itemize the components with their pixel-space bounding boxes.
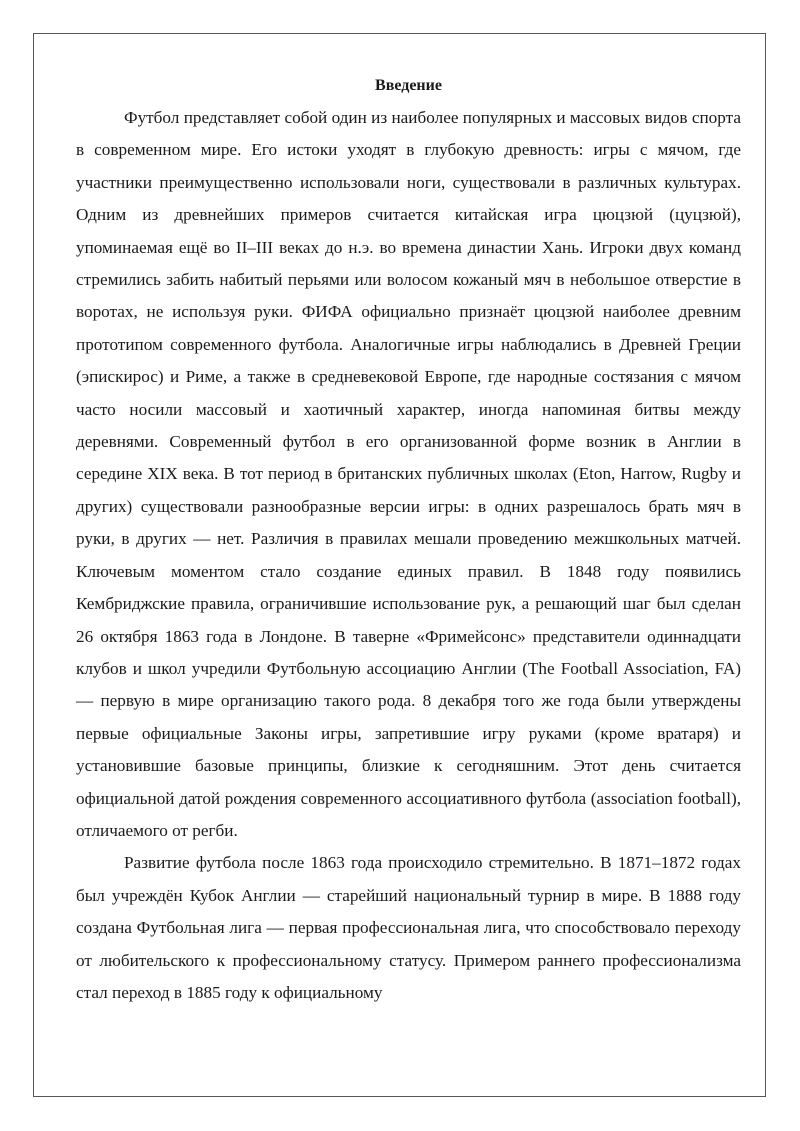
paragraph-history-origins: Футбол представляет собой один из наиболее популярных и массовых видов спорта в современном мире. Его истоки уходят в глубокую древность: игры с мячом, где участники преимущественно использовали ноги, существовали в различных культурах. Одним из древнейших примеров считается китайская игра цюцзюй (цуцзюй), упоминаемая ещё во II–III веках до н.э. во времена династии Хань. Игроки двух команд стремились забить набитый перьями или волосом кожаный мяч в небольшое отверстие в воротах, не используя руки. ФИФА официально признаёт цюцзюй наиболее древним прототипом современного футбола. Аналогичные игры наблюдались в Древней Греции (эпискирос) и Риме, а также в средневековой Европе, где народные состязания с мячом часто носили массовый и хаотичный характер, иногда напоминая битвы между деревнями. Современный футбол в его организованной форме возник в Англии в середине XIX века. В тот период в британских публичных школах (Eton, Harrow, Rugby и других) существовали разнообразные версии игры: в одних разрешалось брать мяч в руки, в других — нет. Различия в правилах мешали проведению межшкольных матчей. Ключевым моментом стало создание единых правил. В 1848 году появились Кембриджские правила, ограничившие использование рук, а решающий шаг был сделан 26 октября 1863 года в Лондоне. В таверне «Фримейсонс» представители одиннадцати клубов и школ учредили Футбольную ассоциацию Англии (The Football Association, FA) — первую в мире организацию такого рода. 8 декабря того же года были утверждены первые официальные Законы игры, запретившие игру руками (кроме вратаря) и установившие базовые принципы, близкие к сегодняшним. Этот день считается официальной датой рождения современного ассоциативного футбола (association football), отличаемого от регби. xyxy=(76,108,741,840)
document-title: Введение xyxy=(375,77,442,94)
paragraph-development-after-1863: Развитие футбола после 1863 года происходило стремительно. В 1871–1872 годах был учреждён Кубок Англии — старейший национальный турнир в мире. В 1888 году создана Футбольная лига — первая профессиональная лига, что способствовало переходу от любительского к профессиональному статусу. Примером раннего профессионализма стал переход в 1885 году к официальному xyxy=(76,853,741,1002)
document-body xyxy=(76,70,741,1009)
